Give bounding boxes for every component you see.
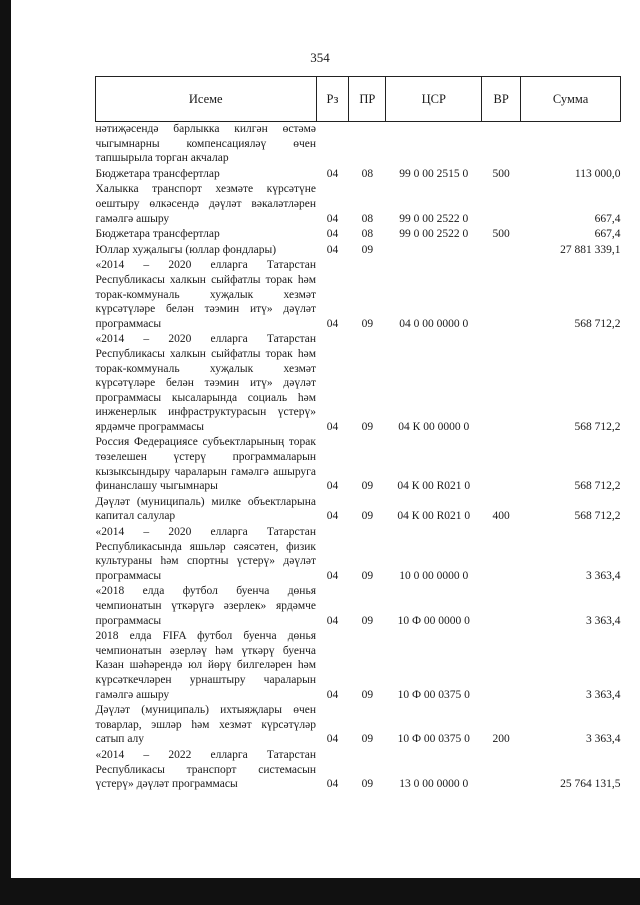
table-row: [96, 435, 621, 494]
cell-pr: 08: [361, 212, 374, 225]
cell-vr: 500: [492, 167, 510, 180]
cell-csr: 99 0 00 2515 0: [399, 167, 469, 180]
cell-vr: [482, 748, 521, 793]
cell-rz: 04: [326, 420, 339, 433]
cell-rz: 04: [326, 688, 339, 701]
budget-table: [95, 76, 621, 793]
cell-name: Бюджетара трансфертлар: [95, 228, 220, 241]
scan-border-bottom: [0, 878, 640, 905]
cell-vr: 200: [492, 733, 510, 746]
cell-vr: [482, 258, 521, 332]
cell-vr: [482, 525, 521, 584]
cell-pr: 09: [361, 510, 374, 523]
cell-rz: 04: [326, 733, 339, 746]
cell-rz: 04: [326, 778, 339, 791]
cell-sum: 568 712,2: [574, 510, 621, 523]
cell-vr: [482, 243, 521, 259]
cell-rz: 04: [326, 317, 339, 330]
column-header-name: Исеме: [96, 77, 317, 122]
table-row: [96, 584, 621, 629]
table-row: [96, 748, 621, 793]
cell-pr: 08: [361, 228, 374, 241]
table-row: [96, 227, 621, 243]
cell-name: «2014 – 2020 елларга Татарстан Республикасы халкын сыйфатлы торак һәм торак-коммуналь хуҗалык хезмәт күрсәтүләре белән тәэмин итү» дәүләт программасы: [95, 259, 316, 330]
cell-csr: 13 0 00 0000 0: [399, 778, 469, 791]
cell-name: «2014 – 2020 елларга Татарстан Республикасында яшьләр сәясәтен, физик культураны һәм спортны үстерү» дәүләт программасы: [95, 526, 316, 582]
cell-csr: 10 Ф 00 0375 0: [397, 688, 470, 701]
cell-pr: 09: [361, 688, 374, 701]
cell-rz: 04: [326, 569, 339, 582]
table-row: [96, 629, 621, 703]
table-row: [96, 122, 621, 167]
table-row: [96, 167, 621, 183]
cell-rz: 04: [326, 228, 339, 241]
table-row: [96, 258, 621, 332]
cell-name: «2014 – 2022 елларга Татарстан Республикасы транспорт системасын үстерү» дәүләт программасы: [95, 748, 316, 791]
cell-rz: 04: [326, 480, 339, 493]
cell-csr: [386, 243, 482, 259]
table-header-row: [96, 77, 621, 122]
cell-vr: [482, 629, 521, 703]
cell-vr: 400: [492, 510, 510, 523]
cell-name: Юллар хуҗалыгы (юллар фондлары): [95, 243, 277, 256]
cell-name: Дәүләт (муниципаль) милке объектларына капитал салулар: [95, 495, 316, 523]
cell-csr: 04 0 00 0000 0: [399, 317, 469, 330]
page-number: 354: [310, 50, 330, 65]
table-row: [96, 182, 621, 227]
cell-sum: 568 712,2: [574, 480, 621, 493]
cell-sum: [521, 122, 621, 167]
column-header-vr: ВР: [482, 77, 521, 122]
cell-sum: 25 764 131,5: [560, 778, 621, 791]
cell-csr: 10 Ф 00 0000 0: [397, 614, 470, 627]
column-header-rz: Рз: [316, 77, 349, 122]
cell-sum: 3 363,4: [586, 733, 621, 746]
cell-vr: [482, 122, 521, 167]
cell-csr: 04 К 00 0000 0: [398, 420, 470, 433]
cell-pr: 09: [361, 317, 374, 330]
cell-rz: 04: [326, 212, 339, 225]
cell-vr: [482, 332, 521, 435]
table-row: [96, 525, 621, 584]
table-row: [96, 703, 621, 748]
cell-pr: 09: [361, 243, 374, 256]
cell-pr: 09: [361, 420, 374, 433]
cell-pr: 09: [361, 733, 374, 746]
cell-sum: 27 881 339,1: [560, 243, 621, 256]
cell-name: нәтиҗәсендә барлыкка килгән өстәмә чыгымнарны компенсацияләү өчен тапшырыла торган акчалар: [95, 123, 316, 165]
cell-pr: 09: [361, 778, 374, 791]
cell-rz: [316, 122, 349, 167]
cell-rz: 04: [326, 243, 339, 256]
cell-sum: 3 363,4: [586, 569, 621, 582]
column-header-sum: Сумма: [521, 77, 621, 122]
cell-sum: 568 712,2: [574, 420, 621, 433]
cell-name: Халыкка транспорт хезмәте күрсәтүне оештыру өлкәсендә дәүләт вәкаләтләрен гамәлгә ашыру: [95, 183, 316, 225]
cell-vr: [482, 182, 521, 227]
cell-rz: 04: [326, 614, 339, 627]
cell-csr: 99 0 00 2522 0: [399, 212, 469, 225]
cell-pr: [349, 122, 386, 167]
table-row: [96, 243, 621, 259]
cell-name: Бюджетара трансфертлар: [95, 167, 220, 180]
cell-csr: 10 0 00 0000 0: [399, 569, 469, 582]
column-header-pr: ПР: [349, 77, 386, 122]
cell-pr: 09: [361, 614, 374, 627]
cell-vr: [482, 435, 521, 494]
cell-pr: 09: [361, 480, 374, 493]
scan-border-left: [0, 0, 11, 905]
cell-sum: 667,4: [594, 228, 621, 241]
cell-sum: 568 712,2: [574, 317, 621, 330]
cell-sum: 113 000,0: [574, 167, 621, 180]
cell-vr: 500: [492, 228, 510, 241]
cell-csr: [386, 122, 482, 167]
cell-csr: 04 К 00 R021 0: [397, 510, 471, 523]
cell-sum: 3 363,4: [586, 688, 621, 701]
cell-rz: 04: [326, 510, 339, 523]
cell-csr: 99 0 00 2522 0: [399, 228, 469, 241]
table-row: [96, 332, 621, 435]
cell-csr: 04 К 00 R021 0: [397, 480, 471, 493]
cell-name: Дәүләт (муниципаль) ихтыяҗлары өчен товарлар, эшләр һәм хезмәт күрсәтүләр сатып алу: [95, 704, 316, 746]
cell-pr: 09: [361, 569, 374, 582]
cell-rz: 04: [326, 167, 339, 180]
cell-csr: 10 Ф 00 0375 0: [397, 733, 470, 746]
cell-name: «2014 – 2020 елларга Татарстан Республикасы халкын сыйфатлы торак һәм торак-коммуналь хуҗалык хезмәт күрсәтүләре белән тәэмин итү» дәүләт программасы кысаларында социаль һәм инженерлык инфраструктурасын үстерү» ярдәмче программасы: [95, 333, 316, 433]
cell-sum: 667,4: [594, 212, 621, 225]
cell-name: 2018 елда FIFA футбол буенча дөнья чемпионатын әзерләү һәм үткәрү буенча Казан шәһәрендә юл йөрү билгеләрен һәм күрсәткечләрен урнаштыру чараларын гамәлгә ашыру: [95, 630, 316, 701]
cell-pr: 08: [361, 167, 374, 180]
column-header-csr: ЦСР: [386, 77, 482, 122]
cell-vr: [482, 584, 521, 629]
table-row: [96, 495, 621, 525]
cell-name: «2018 елда футбол буенча дөнья чемпионатын үткәрүгә әзерлек» ярдәмче программасы: [95, 585, 316, 627]
cell-sum: 3 363,4: [586, 614, 621, 627]
cell-name: Россия Федерациясе субъектларының торак төзелешен үстерү программаларын кызыксындыру чараларын гамәлгә ашыруга финанслашу чыгымнары: [95, 436, 316, 493]
